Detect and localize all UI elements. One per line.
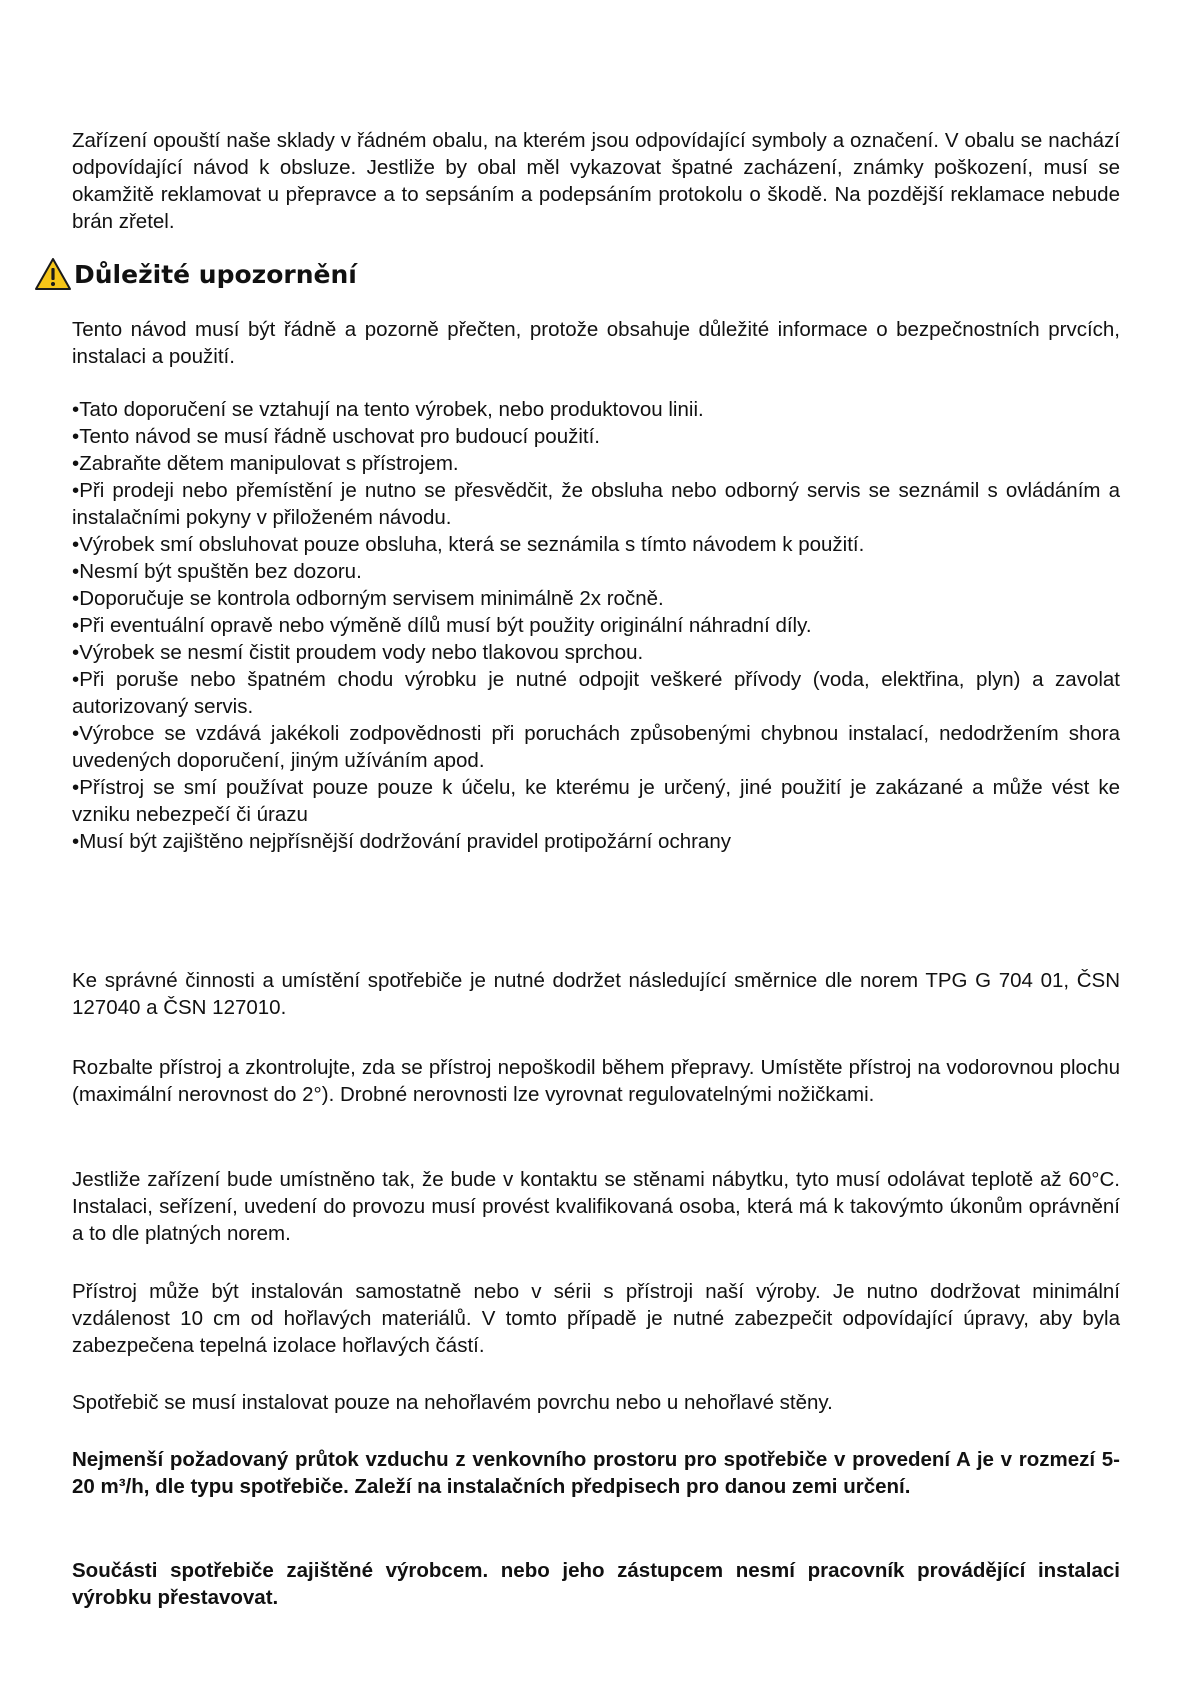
installation-surface-paragraph: Spotřebič se musí instalovat pouze na nehořlavém povrchu nebo u nehořlavé stěny. [72,1391,833,1414]
list-item: • Zabraňte dětem manipulovat s přístrojem. [72,450,1120,477]
safety-list [72,396,1120,855]
list-item: • Doporučuje se kontrola odborným servisem minimálně 2x ročně. [72,585,1120,612]
list-item: • Tato doporučení se vztahují na tento výrobek, nebo produktovou linii. [72,396,1120,423]
list-item: • Při prodeji nebo přemístění je nutno se přesvědčit, že obsluha nebo odborný servis se seznámil s ovládáním a instalačními pokyny v přiloženém návodu. [72,477,1120,531]
intro-paragraph: Zařízení opouští naše sklady v řádném obalu, na kterém jsou odpovídající symboly a označení. V obalu se nachází odpovídající návod k obsluze. Jestliže by obal měl vykazovat špatné zacházení, známky poškození, musí se okamžitě reklamovat u přepravce a to sepsáním a podepsáním protokolu o škodě. Na pozdější reklamace nebude brán zřetel. [72,129,1120,233]
components-notice: Součásti spotřebiče zajištěné výrobcem. nebo jeho zástupcem nesmí pracovník provádějící instalaci výrobku přestavovat. [72,1559,1120,1609]
list-item: • Při poruše nebo špatném chodu výrobku je nutné odpojit veškeré přívody (voda, elektřina, plyn) a zavolat autorizovaný servis. [72,666,1120,720]
warning-heading [34,256,357,292]
installation-unpack-paragraph: Rozbalte přístroj a zkontrolujte, zda se přístroj nepoškodil během přepravy. Umístěte přístroj na vodorovnou plochu (maximální nerovnost do 2°). Drobné nerovnosti lze vyrovnat regulovatelnými nožičkami. [72,1056,1120,1106]
list-item: • Musí být zajištěno nejpřísnější dodržování pravidel protipožární ochrany [72,828,1120,855]
airflow-notice: Nejmenší požadovaný průtok vzduchu z venkovního prostoru pro spotřebiče v provedení A je v rozmezí 5-20 m³/h, dle typu spotřebiče. Zaleží na instalačních předpisech pro danou zemi určení. [72,1448,1120,1498]
installation-distance-paragraph: Přístroj může být instalován samostatně nebo v sérii s přístroji naší výroby. Je nutno dodržovat minimální vzdálenost 10 cm od hořlavých materiálů. V tomto případě je nutné zabezpečit odpovídající úpravy, aby byla zabezpečena tepelná izolace hořlavých částí. [72,1280,1120,1357]
warning-title: Důležité upozornění [74,259,357,289]
warning-triangle-icon [34,257,72,291]
installation-norms-paragraph: Ke správné činnosti a umístění spotřebiče je nutné dodržet následující směrnice dle norem TPG G 704 01, ČSN 127040 a ČSN 127010. [72,969,1120,1019]
list-item: • Výrobek se nesmí čistit proudem vody nebo tlakovou sprchou. [72,639,1120,666]
list-item: • Výrobce se vzdává jakékoli zodpovědnosti při poruchách způsobenými chybnou instalací, nedodržením shora uvedených doporučení, jiným užíváním apod. [72,720,1120,774]
list-item: • Při eventuální opravě nebo výměně dílů musí být použity originální náhradní díly. [72,612,1120,639]
warning-text: Tento návod musí být řádně a pozorně přečten, protože obsahuje důležité informace o bezpečnostních prvcích, instalaci a použití. [72,318,1120,368]
list-item: • Nesmí být spuštěn bez dozoru. [72,558,1120,585]
list-item: • Výrobek smí obsluhovat pouze obsluha, která se seznámila s tímto návodem k použití. [72,531,1120,558]
installation-walls-paragraph: Jestliže zařízení bude umístněno tak, že bude v kontaktu se stěnami nábytku, tyto musí odolávat teplotě až 60°C. Instalaci, seřízení, uvedení do provozu musí provést kvalifikovaná osoba, která má k takovýmto úkonům oprávnění a to dle platných norem. [72,1168,1120,1245]
list-item: • Přístroj se smí používat pouze pouze k účelu, ke kterému je určený, jiné použití je zakázané a může vést ke vzniku nebezpečí či úrazu [72,774,1120,828]
list-item: • Tento návod se musí řádně uschovat pro budoucí použití. [72,423,1120,450]
